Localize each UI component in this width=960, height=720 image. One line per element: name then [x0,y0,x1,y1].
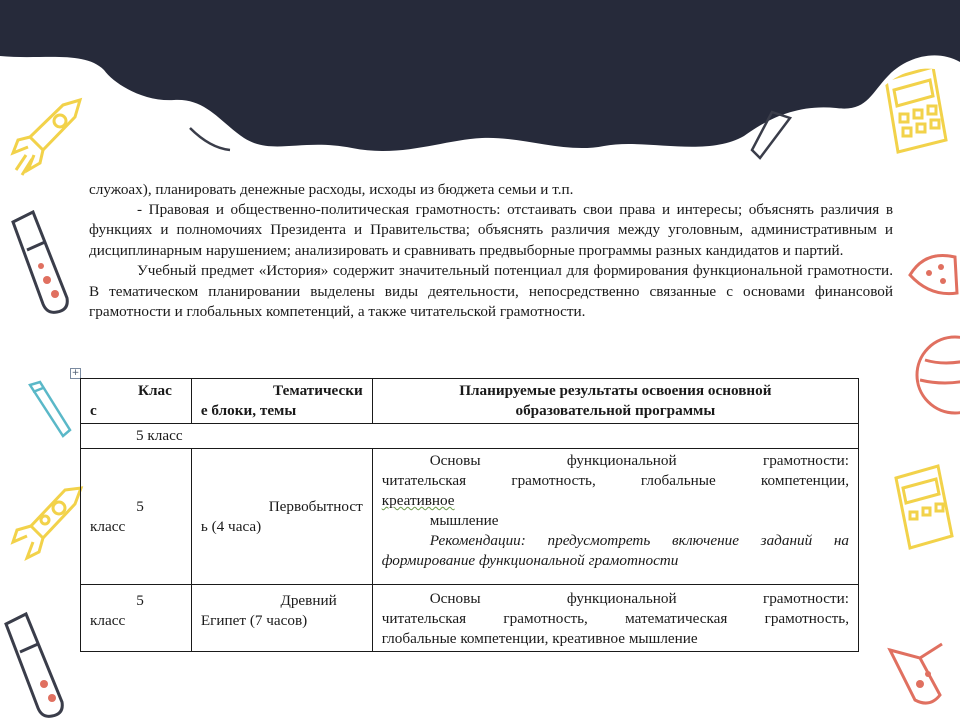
test-tube-icon [5,210,75,315]
planning-table [80,378,859,652]
document-body [89,183,893,322]
paragraph-legal-literacy: - Правовая и общественно-политическая грамотность: отстаивать свои права и интересы; объяснять различия в функциях и полномочиях Президента и Правительства; объяснять различия между уголовным, административным и дисциплинарным нарушением; анализировать и сравнивать предвыборные программы разных кандидатов и партий. [89,201,893,259]
header-results: Планируемые результаты освоения основной образовательной программы [372,379,858,424]
title-banner [0,0,960,180]
petri-dish-icon [905,245,960,305]
header-topics: Тематически е блоки, темы [191,379,372,424]
section-label: 5 класс [81,424,859,449]
table-row [81,449,859,585]
table-move-handle-icon[interactable]: + [71,368,80,378]
pencil-icon [25,380,75,440]
row-results-cell: Основы функциональной грамотности: читательская грамотность, глобальные компетенции, креативное мышление Рекомендации: предусмотреть включение заданий на формирование функциональной грамотности [372,449,858,585]
cut-off-line: служоах), планировать денежные расходы, исходы из бюджета семьи и т.п. [89,183,574,198]
row-topic-cell: Древний Египет (7 часов) [191,585,372,652]
row-class-cell: 5 класс [81,449,192,585]
test-tube-icon [0,610,70,720]
row-results-cell: Основы функциональной грамотности: читательская грамотность, математическая грамотность, глобальные компетенции, креативное мышление [372,585,858,652]
paragraph-history-subject: Учебный предмет «История» содержит значительный потенциал для формирования функциональной грамотности. В тематическом планировании выделены виды деятельности, непосредственно связанные с основами финансовой грамотности и глобальных компетенций, а также читательской грамотности. [89,262,893,321]
table-row [81,585,859,652]
section-row [81,424,859,449]
planet-icon [910,330,960,420]
row-class-cell: 5 класс [81,585,192,652]
table-header-row [81,379,859,424]
rocket-icon [5,480,85,570]
row-topic-cell: Первобытност ь (4 часа) [191,449,372,585]
calculator-icon [888,462,958,552]
header-class: Клас с [81,379,192,424]
petri-dish-icon [880,640,960,710]
